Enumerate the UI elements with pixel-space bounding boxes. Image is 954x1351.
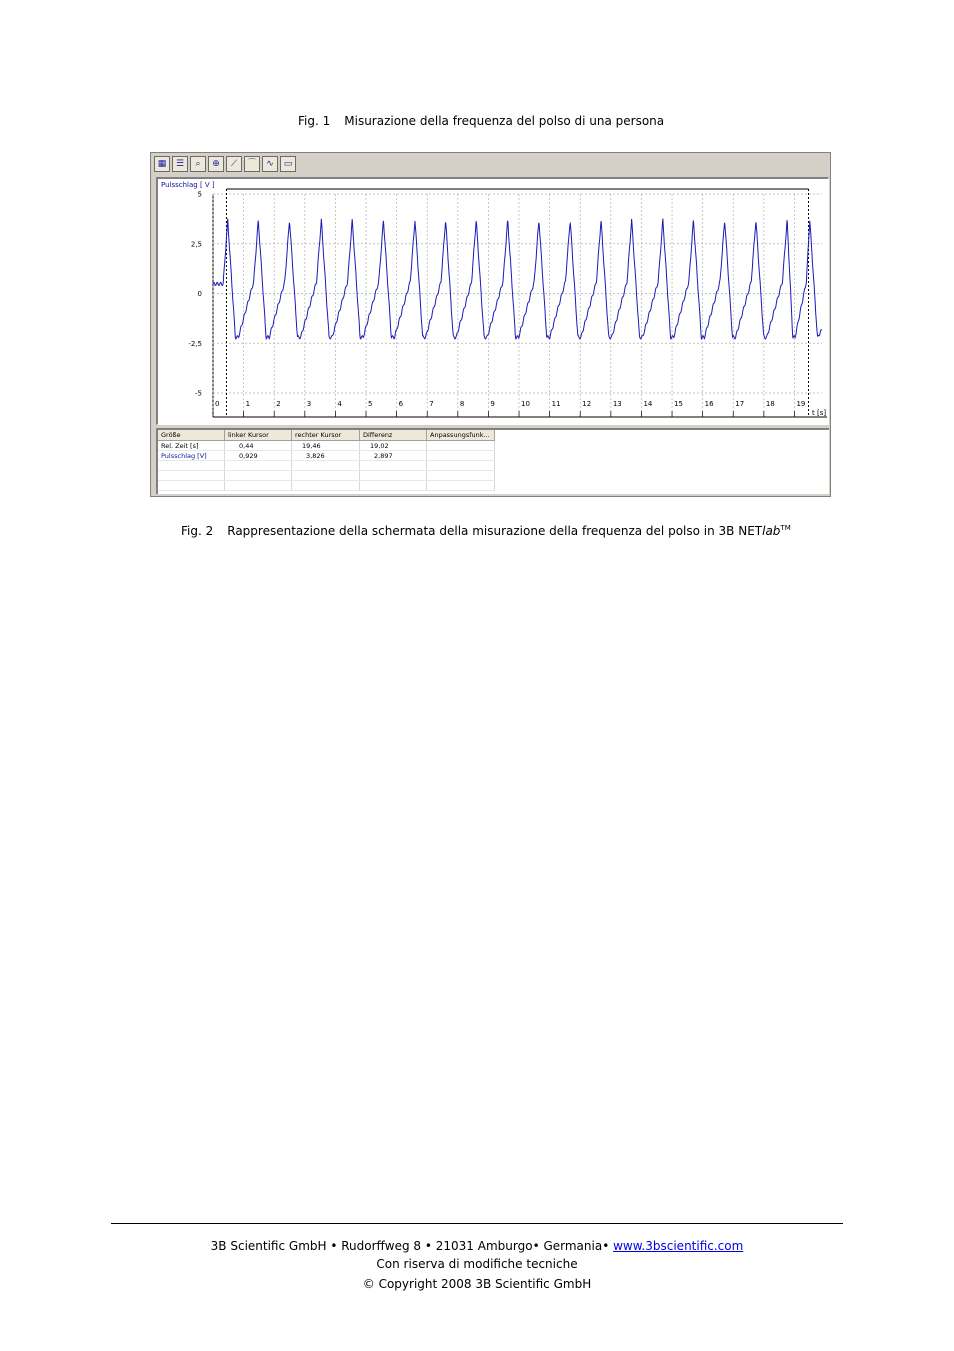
x-tick-label: 2 — [276, 400, 281, 408]
pulse-series-line — [213, 219, 822, 339]
cell-fit — [427, 441, 495, 451]
figure-2-number: Fig. 2 — [181, 524, 214, 538]
x-tick-label: 15 — [674, 400, 683, 408]
table-row — [158, 461, 495, 471]
curve-icon[interactable]: ⌒ — [244, 156, 260, 172]
plot-panel — [156, 177, 829, 425]
figure-1-number: Fig. 1 — [298, 114, 331, 128]
cursor-table-panel — [156, 428, 829, 494]
col-header-difference[interactable]: Differenz — [360, 430, 427, 441]
col-header-right-cursor[interactable]: rechter Kursor — [292, 430, 360, 441]
fit-line-icon[interactable]: ⟋ — [226, 156, 242, 172]
x-axis-label: t [s] — [812, 409, 827, 417]
x-tick-label: 6 — [398, 400, 404, 408]
list-icon[interactable]: ☰ — [172, 156, 188, 172]
pulse-chart — [158, 179, 829, 425]
y-axis-label: Pulsschlag [ V ] — [161, 181, 215, 189]
y-tick-label: 0 — [197, 290, 202, 298]
x-tick-label: 5 — [368, 400, 373, 408]
table-row[interactable] — [158, 451, 495, 461]
x-tick-label: 9 — [490, 400, 495, 408]
x-tick-label: 18 — [765, 400, 775, 408]
x-tick-label: 16 — [704, 400, 714, 408]
x-tick-label: 7 — [429, 400, 434, 408]
x-tick-label: 19 — [796, 400, 806, 408]
x-tick-label: 10 — [521, 400, 530, 408]
figure-2-text: Rappresentazione della schermata della misurazione della frequenza del polso in 3B NET — [227, 524, 763, 538]
cell-quantity: Rel. Zeit [s] — [158, 441, 225, 451]
comment-icon[interactable]: ▭ — [280, 156, 296, 172]
x-tick-label: 17 — [735, 400, 745, 408]
table-row[interactable] — [158, 441, 495, 451]
figure-2-caption — [181, 524, 791, 538]
cell-diff: 2,897 — [360, 451, 427, 461]
cell-right: 19,46 — [292, 441, 360, 451]
footer-divider — [111, 1223, 843, 1224]
zoom-page-icon[interactable]: ⌕ — [190, 156, 206, 172]
col-header-left-cursor[interactable]: linker Kursor — [225, 430, 292, 441]
footer-copyright: © Copyright 2008 3B Scientific GmbH — [362, 1277, 592, 1291]
cell-fit — [427, 451, 495, 461]
x-tick-label: 13 — [612, 400, 622, 408]
y-tick-label: -5 — [195, 389, 202, 398]
cell-quantity: Pulsschlag [V] — [158, 451, 225, 461]
table-row — [158, 481, 495, 491]
cell-right: 3,826 — [292, 451, 360, 461]
cursor-table — [158, 430, 495, 491]
footer-address-text: 3B Scientific GmbH • Rudorffweg 8 • 21031 Amburgo• Germania• — [210, 1239, 614, 1253]
figure-1-caption — [298, 114, 664, 128]
col-header-fit-function[interactable]: Anpassungsfunk... — [427, 430, 495, 441]
footer-website-link[interactable]: www.3bscientific.com — [613, 1239, 744, 1253]
table-icon[interactable]: ▦ — [154, 156, 170, 172]
cell-diff: 19,02 — [360, 441, 427, 451]
waveform-icon[interactable]: ∿ — [262, 156, 278, 172]
x-tick-label: 12 — [582, 400, 592, 408]
x-tick-label: 4 — [337, 400, 342, 408]
x-tick-label: 11 — [551, 400, 561, 408]
footer-address — [0, 1239, 954, 1253]
y-tick-label: 5 — [197, 190, 202, 199]
figure-2-italic: lab — [762, 524, 781, 538]
figure-2-sup: TM — [780, 524, 791, 532]
table-row — [158, 471, 495, 481]
x-tick-label: 14 — [643, 400, 653, 408]
cell-left: 0,929 — [225, 451, 292, 461]
x-tick-label: 0 — [215, 400, 220, 408]
x-tick-label: 3 — [306, 400, 312, 408]
cursor-icon[interactable]: ⊕ — [208, 156, 224, 172]
footer-notice: Con riserva di modifiche tecniche — [376, 1257, 578, 1271]
figure-1-text: Misurazione della frequenza del polso di una persona — [344, 114, 665, 128]
y-tick-label: 2,5 — [190, 240, 202, 249]
netlab-window — [150, 152, 831, 497]
col-header-quantity[interactable]: Größe — [158, 430, 225, 441]
toolbar — [154, 156, 296, 174]
y-tick-label: -2,5 — [188, 339, 202, 348]
x-tick-label: 8 — [459, 400, 465, 408]
cell-left: 0,44 — [225, 441, 292, 451]
x-tick-label: 1 — [245, 400, 251, 408]
